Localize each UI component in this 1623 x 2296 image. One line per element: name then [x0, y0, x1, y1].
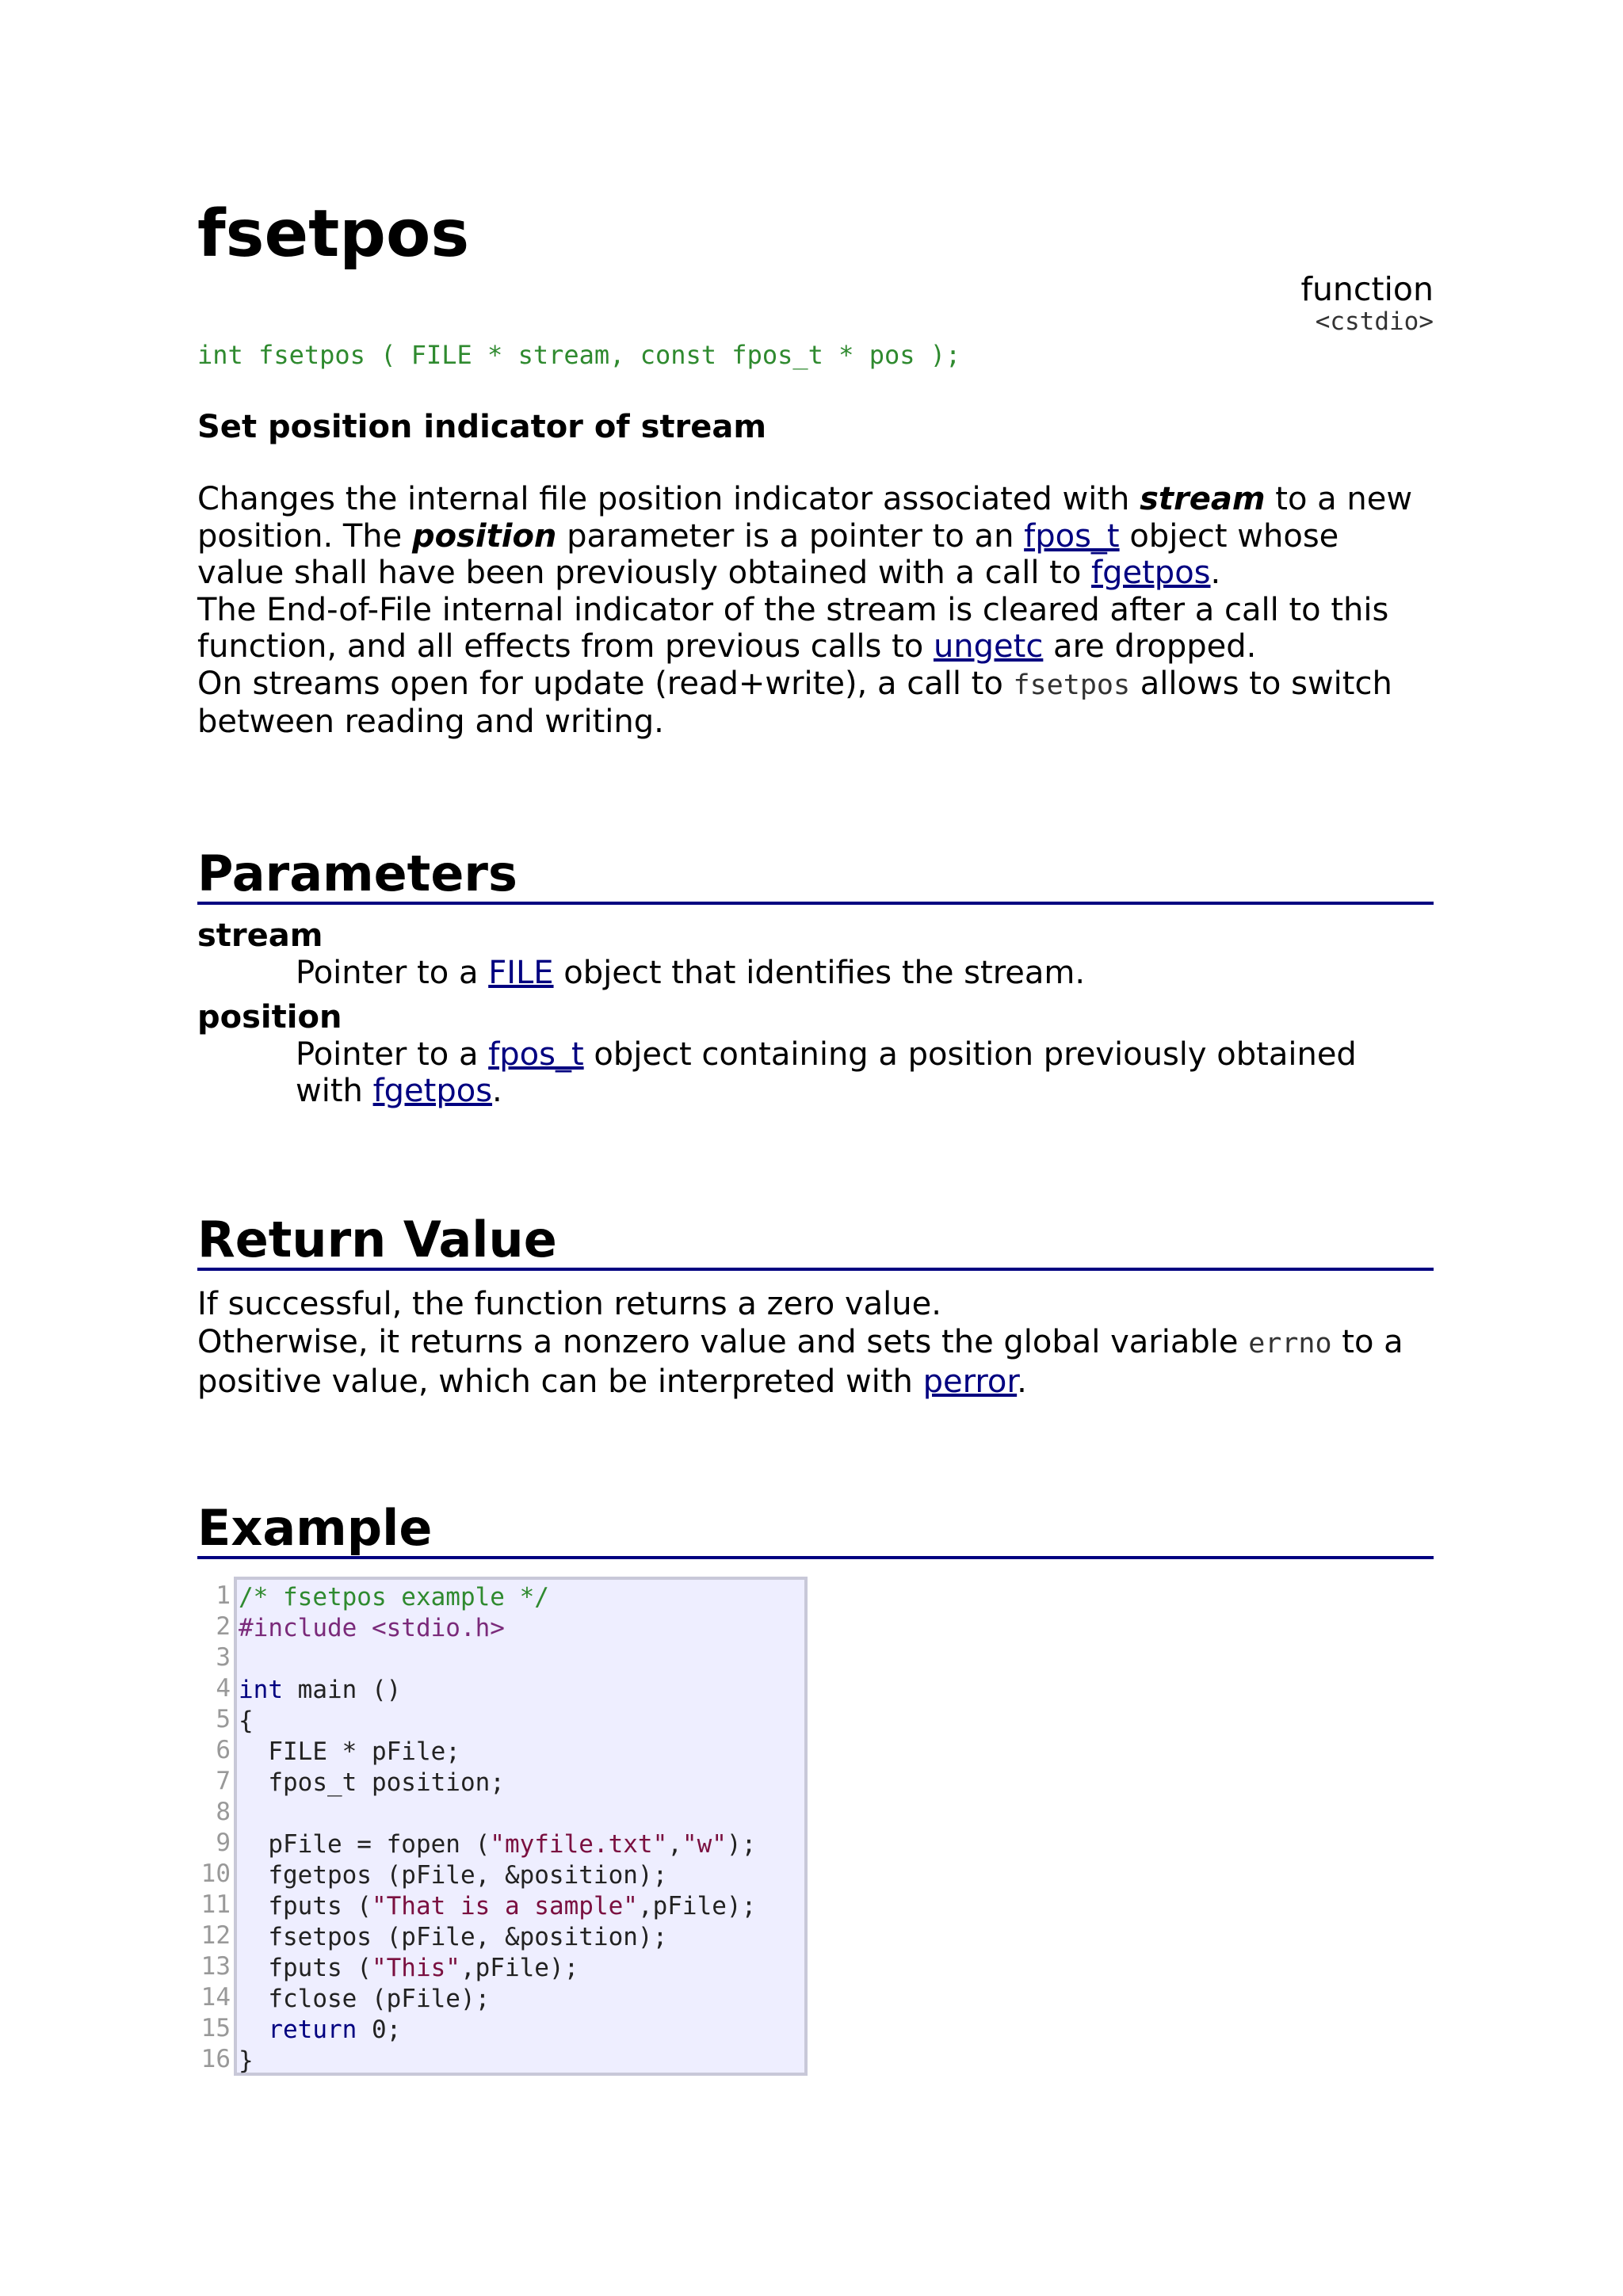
- line-numbers: [197, 1577, 234, 2076]
- return-line-1: If successful, the function returns a zero value.: [197, 1286, 941, 1322]
- fpos-t-param-link[interactable]: fpos_t: [488, 1035, 584, 1073]
- line-number: 12: [200, 1921, 231, 1950]
- code-line: fpos_t position;: [239, 1768, 505, 1797]
- description-paragraph-2: The End-of-File internal indicator of the stream is cleared after a call to this function, and all effects from previous calls to ungetc are dropped.: [197, 591, 1389, 665]
- code-line: fclose (pFile);: [239, 1985, 491, 2013]
- code-line: [239, 1798, 804, 1829]
- param-position-name: position: [197, 999, 342, 1035]
- section-return-value: Return Value: [197, 1212, 1434, 1271]
- page-title: fsetpos: [197, 196, 470, 272]
- entity-kind: function: [1300, 270, 1434, 308]
- header-file: <cstdio>: [1315, 307, 1434, 336]
- return-value-text: [197, 1285, 1434, 1401]
- code-line: {: [239, 1707, 254, 1735]
- line-number: 5: [216, 1705, 231, 1733]
- file-link[interactable]: FILE: [488, 954, 554, 991]
- param-position-desc: Pointer to a fpos_t object containing a position previously obtained with fgetpos.: [296, 1035, 1357, 1109]
- code-line: fputs ("This",pFile);: [239, 1954, 579, 1982]
- code-line: fputs ("That is a sample",pFile);: [239, 1892, 757, 1920]
- description-paragraph-3: On streams open for update (read+write), a call to fsetpos allows to switch between reading and writing.: [197, 665, 1392, 740]
- line-number: 1: [216, 1581, 231, 1610]
- code-line: }: [239, 2046, 254, 2075]
- line-number: 4: [216, 1674, 231, 1703]
- section-example: Example: [197, 1501, 1434, 1559]
- function-prototype: int fsetpos ( FILE * stream, const fpos_t * pos );: [197, 340, 961, 370]
- function-summary: Set position indicator of stream: [197, 409, 767, 445]
- code-line: FILE * pFile;: [239, 1737, 460, 1766]
- perror-link[interactable]: perror: [922, 1363, 1018, 1400]
- line-number: 14: [200, 1983, 231, 2012]
- param-stream-name: stream: [197, 917, 323, 954]
- code-line: pFile = fopen ("myfile.txt","w");: [239, 1830, 757, 1859]
- code-block[interactable]: [234, 1577, 808, 2076]
- fgetpos-link[interactable]: fgetpos: [1091, 555, 1211, 591]
- code-line: [239, 1644, 804, 1675]
- line-number: 15: [200, 2014, 231, 2042]
- code-line: return 0;: [268, 2016, 402, 2044]
- fgetpos-param-link[interactable]: fgetpos: [372, 1073, 493, 1109]
- line-number: 2: [216, 1612, 231, 1641]
- code-line: fsetpos (pFile, &position);: [239, 1923, 668, 1951]
- ungetc-link[interactable]: ungetc: [933, 628, 1044, 665]
- line-number: 11: [200, 1890, 231, 1919]
- code-line: int main (): [239, 1676, 402, 1704]
- code-line: #include <stdio.h>: [239, 1614, 505, 1642]
- line-number: 9: [216, 1829, 231, 1857]
- code-line: fgetpos (pFile, &position);: [239, 1861, 668, 1890]
- code-example: [197, 1577, 808, 2076]
- description-paragraph-1: Changes the internal file position indicator associated with stream to a new position. The position parameter is a pointer to an fpos_t object whose value shall have been previously obtained with a call to fgetpos.: [197, 481, 1413, 591]
- parameters-list: [197, 917, 1434, 1118]
- line-number: 13: [200, 1952, 231, 1981]
- description: [197, 481, 1434, 741]
- line-number: 7: [216, 1767, 231, 1795]
- line-number: 6: [216, 1736, 231, 1764]
- fpos-t-link[interactable]: fpos_t: [1024, 517, 1120, 555]
- code-line: /* fsetpos example */: [239, 1583, 549, 1611]
- line-number: 10: [200, 1859, 231, 1888]
- line-number: 3: [216, 1643, 231, 1672]
- line-number: 8: [216, 1798, 231, 1826]
- return-line-2: Otherwise, it returns a nonzero value and sets the global variable errno to a positive value, which can be interpreted with perror.: [197, 1324, 1403, 1400]
- param-stream-desc: Pointer to a FILE object that identifies the stream.: [296, 954, 1086, 991]
- line-number: 16: [200, 2045, 231, 2073]
- section-parameters: Parameters: [197, 846, 1434, 905]
